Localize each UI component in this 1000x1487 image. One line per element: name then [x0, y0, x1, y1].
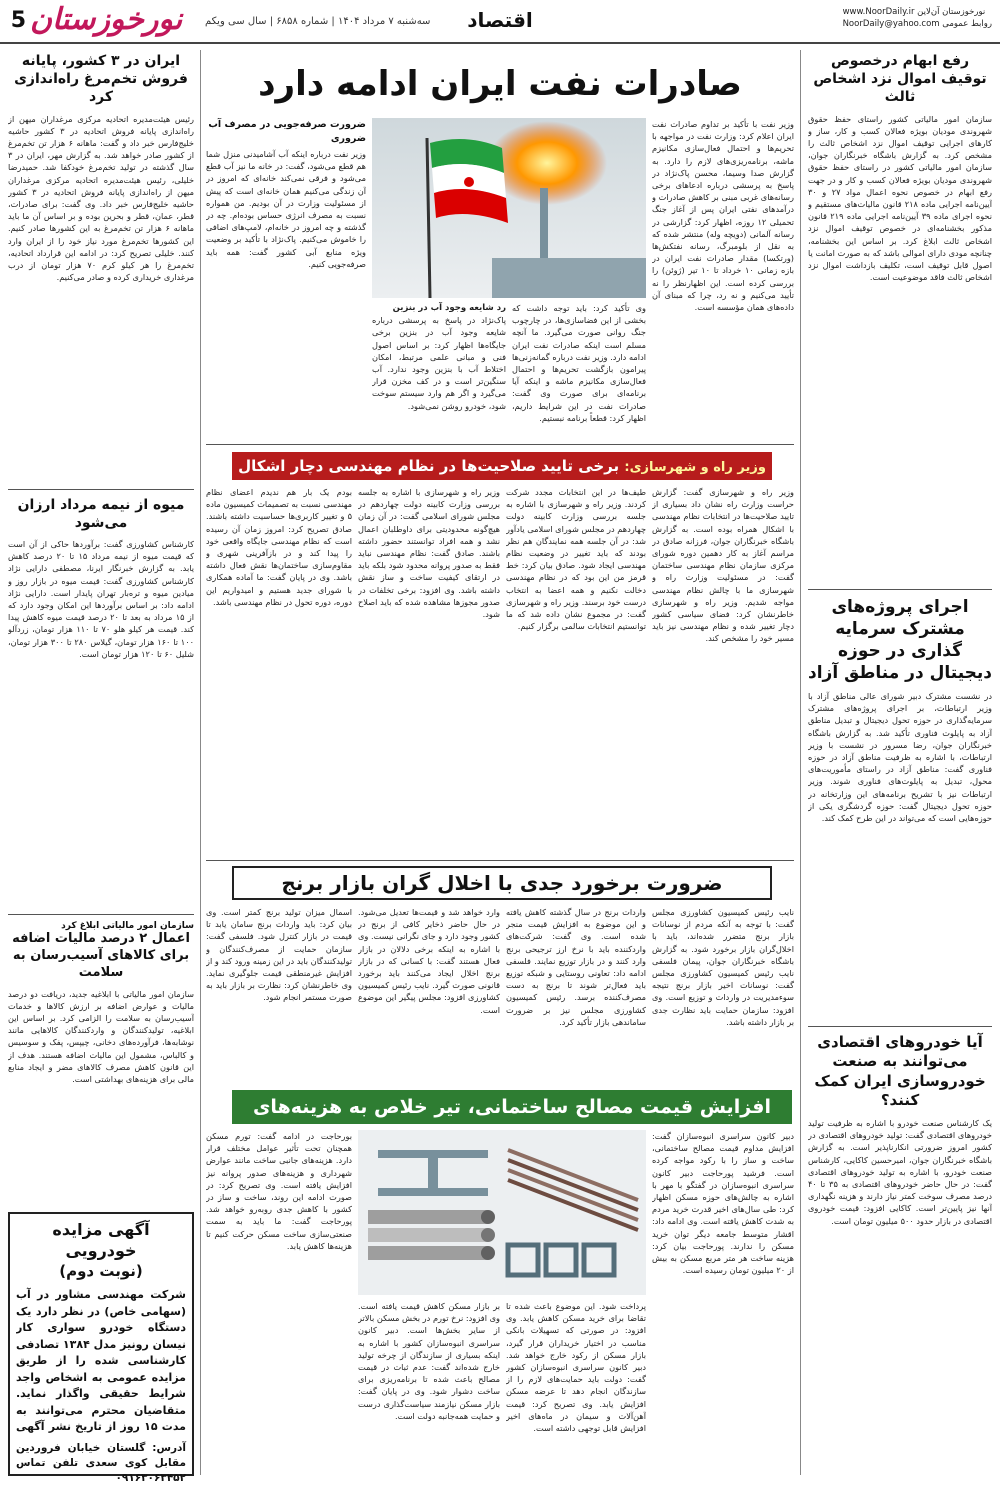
iran-flag: [430, 139, 508, 223]
rice-col-3: وارد خواهد شد و قیمت‌ها تعدیل می‌شود. در حال حاضر ذخایر کافی از برنج در کشور وجود دارد و جای نگرانی نیست. وی با اشاره به اینکه برخی دلالان در بازار فعال هستند گفت: با کسانی که در بازار برنج اخلال ایجاد می‌کنند باید برخورد قانونی صورت گیرد. نایب رئیس کمیسیون کشاورزی افزود: مجلس پیگیر این موضوع است.: [358, 907, 500, 1015]
divider: [206, 860, 794, 861]
column-divider-left: [200, 50, 201, 1475]
housing-col-4: بورحاجت در ادامه گفت: تورم مسکن همچنان تحت تأثیر عوامل مختلف قرار دارد. هزینه‌های جانبی ساخت مانند عوارض شهرداری و هزینه‌های صدور پروانه نیز افزایش یافته است. وی تصریح کرد: در صورت ادامه این روند، ساخت و ساز در کشور با کاهش جدی روبه‌رو خواهد شد. پورحاجت گفت: ما باید به سمت صنعتی‌سازی ساخت مسکن حرکت کنیم تا هزینه‌ها کاهش یابد.: [206, 1131, 352, 1251]
contact-line-2: NoorDaily@yahoo.com روابط عمومی: [842, 19, 992, 29]
divider: [8, 914, 194, 915]
main-story-col-1: وزیر نفت با تأکید بر تداوم صادرات نفت ایران اعلام کرد: وزارت نفت در مواجهه با تحریم‌ها و احتمال فعال‌سازی مکانیزم ماشه، برنامه‌ریزی‌های لازم را دارد. به گزارش صدا وسیما، محسن پاک‌نژاد در پاسخ به پرسشی درباره ادعاهای برخی رسانه‌های غربی مبنی بر کاهش صادرات و درآمدهای نفتی ایران پس از آغاز جنگ تحمیلی ۱۲ روزه، اظهار کرد: گزارشی در رسانه آلمانی (دویچه وله) منتشر شده که به نقل از بلومبرگ، رسانه نفتکش‌ها (ورتکسا) مقدار صادرات نفت ایران در بازه زمانی ۱۰ خرداد تا ۱۰ تیر (ژوئن) را بررسی کرده است. این اظهارنظر را نه تأیید می‌کنیم و نه رد، چرا که مبنای آن داده‌های همان مؤسسه است.: [652, 119, 794, 313]
story-body-digital-free-zones: در نشست مشترک دبیر شورای عالی مناطق آزاد با وزیر ارتباطات، بر اجرای پروژه‌های مشترک سرمایه‌گذاری در حوزه تحول دیجیتال و تبدیل مناطق آزاد به پایلوت فناوری تأکید شد. به گزارش باشگاه خبرنگاران جوان، رضا مسرور در نشست با وزیر ارتباطات، با اشاره به ظرفیت مناطق آزاد در حوزه فناوری گفت: مناطق آزاد در راستای مأموریت‌های محول، تبدیل به پایلوت‌های فناوری شوند. وزیر ارتباطات نیز با تشریح برنامه‌های این وزارتخانه در حوزه تحول دیجیتال گفت: حوزه گردشگری یکی از حوزه‌هایی است که می‌تواند در این طرح کمک کند.: [808, 690, 992, 823]
contact-line-1: www.NoorDaily.ir نورخوزستان آن‌لاین: [842, 7, 986, 17]
story-body-economy-cars: یک کارشناس صنعت خودرو با اشاره به ظرفیت تولید خودروهای اقتصادی گفت: تولید خودروهای اقتصادی در کشور امروز ضرورتی انکارناپذیر است. به گزارش باشگاه خبرنگاران جوان، امیرحسین کاکایی، کارشناس صنعت خودرو، با اشاره به تولید خودروهای اقتصادی گفت: در حال حاضر خودروهای اقتصادی به ۳۵ تا ۴۰ درصد مصرف سوخت کمتر نیاز دارند و هزینه نگهداری آنها نیز پایین‌تر است. کاکایی افزود: قیمت خودروی اقتصادی در بازار حدود ۵۰۰ میلیون تومان است.: [808, 1117, 992, 1226]
materials-photo-svg: [358, 1130, 646, 1295]
engineering-headline: برخی تایید صلاحیت‌ها در نظام مهندسی دچار اشکال بود: [238, 457, 620, 505]
contact-info: [843, 6, 992, 30]
story-title-health-tax: اعمال ۲ درصد مالیات اضافه برای کالاهای آسیب‌رسان به سلامت: [12, 930, 190, 980]
flag-photo-svg: [372, 118, 646, 298]
main-story-col-2-text: وی تأکید کرد: باید توجه داشت که بخشی از این فضاسازی‌ها، در چارچوب جنگ روانی صورت می‌گیرد. ما آنچه مسلم است اینکه صادرات نفت ایران ادامه دارد. وزیر نفت درباره گمانه‌زنی‌ها پیرامون بازگشت تحریم‌ها و احتمال فعال‌سازی مکانیزم ماشه و اینکه آیا برنامه‌ای برای صورت وی گفت: صادرات نفت در این شرایط داریم، اظهار کرد: قطعاً برنامه نبستیم.: [512, 303, 646, 423]
steel-pipes: [368, 1210, 495, 1260]
rice-headline: ضرورت برخورد جدی با اخلال گران بازار برنج: [232, 866, 772, 900]
section-title: اقتصاد: [467, 8, 533, 32]
ad-address: آدرس: گلستان خیابان فروردین مقابل کوی سعدی تلفن تماس ۰۹۱۶۳۰۶۳۴۵۲: [16, 1442, 186, 1485]
story-body-health-tax: سازمان امور مالیاتی با ابلاغیه جدید، دریافت دو درصد مالیات و عوارض اضافه بر ارزش کالاها و خدمات آسیب‌رسان به سلامت را الزامی کرد. بر اساس این ابلاغیه، تولیدکنندگان و واردکنندگان کالاهایی مانند نوشابه‌ها، فرآورده‌های دخانی، چیپس، پفک و سوسیس و کالباس، مشمول این مالیات اضافه هستند. هدف از این قانون کاهش مصرف کالاهای مضر و ایجاد منابع مالی برای هزینه‌های بهداشتی است.: [8, 988, 194, 1085]
left-column: [8, 52, 194, 1188]
main-headline: صادرات نفت ایران ادامه دارد: [258, 64, 742, 104]
engineering-col-3: وزیر راه و شهرسازی با اشاره به جلسه بررسی وزارت کابینه دولت چهاردهم در مجلس شورای اسلامی گفت: در آن زمان هیچ‌گونه محدودیتی برای داوطلبان اعمال نشد و همه افراد توانستند حضور داشته باشند. صادق گفت: نظام مهندسی نباید فقط به صدور پروانه محدود شود بلکه باید در ارتقای کیفیت ساخت و ساز نقش داشته باشد. وی افزود: برخی تخلفات در صدور مجوزها مشاهده شده که باید اصلاح شود.: [358, 487, 500, 620]
ad-subtitle: (نوبت دوم): [59, 1261, 143, 1280]
refinery-structure: [492, 258, 646, 298]
column-divider-right: [800, 50, 801, 1475]
engineering-col-2: طیف‌ها در این انتخابات مجدد شرکت کردند. وزیر راه و شهرسازی با اشاره به جلسه بررسی وزارت کابینه دولت چهاردهم در مجلس شورای اسلامی یادآور شد: در آن جلسه همه نمایندگان هم نظر بودند که باید تغییر در وضعیت نظام مهندسی ایجاد شود. صادق بیان کرد: خط قرمز من این بود که در نظام مهندسی دخالت نکنیم و همه اعضا به انتخاب درست خود برسند. وزیر راه و شهرسازی گفت: در مجموع نشان داده شد که ما توانستیم انتخابات سالمی برگزار کنیم.: [506, 487, 646, 632]
main-story-col-4: [206, 118, 366, 433]
housing-col-3: بر بازار مسکن کاهش قیمت یافته است. وی افزود: نرخ تورم در بخش مسکن بالاتر از سایر بخش‌ها است. دبیر کانون سراسری انبوه‌سازان کشور با اشاره به اینکه بسیاری از سازندگان از چرخه تولید خارج شده‌اند گفت: عدم ثبات در قیمت مصالح باعث شده تا برنامه‌ریزی برای ساخت دشوار شود. وی در پایان گفت: بازار مسکن نیازمند سیاست‌گذاری درست و حمایت همه‌جانبه دولت است.: [358, 1301, 500, 1421]
flag-gas-flare-photo: [372, 118, 646, 298]
divider: [206, 444, 794, 445]
main-story-col-4-text: وزیر نفت درباره اینکه آب آشامیدنی منزل شما هم قطع می‌شود، گفت: در خانه ما نیز آب قطع می‌شود و فرقی نمی‌کند خانه‌ای که امروز در آن زندگی می‌کنیم همان خانه‌ای است که پیش از مسئولیت وزارت در آن بودیم. من همواره نسبت به مصرف انرژی حساس بوده‌ام. چه در گذشته و چه امروز در خانه‌ام، لامپ‌های اضافی را خاموش می‌کنیم. پاک‌نژاد با تأکید بر وضعیت ویژه منابع آبی کشور گفت: همه باید صرفه‌جویی کنیم.: [206, 149, 366, 269]
right-column: [808, 52, 992, 1487]
story-title-fruit-prices: میوه از نیمه مرداد ارزان می‌شود: [17, 496, 185, 531]
masthead-logo: نورخوزستان: [30, 2, 183, 37]
engineering-kicker: وزیر راه و شهرسازی:: [624, 460, 766, 475]
main-story-col-2: [512, 302, 646, 438]
divider: [8, 489, 194, 490]
main-story-subhead-water: رد شایعه وجود آب در بنزین: [392, 303, 506, 313]
story-title-seizure: رفع ابهام درخصوص توقیف اموال نزد اشخاص ثالث: [813, 53, 987, 106]
rice-col-2: واردات برنج در سال گذشته کاهش یافته و این موضوع به افزایش قیمت منجر شده است. وی گفت: شرکت‌های واردکننده باید با نرخ ارز ترجیحی برنج وارد کنند و در بازار توزیع نمایند. فلسفی ادامه داد: تعاونی روستایی و شبکه توزیع باید فعال‌تر شوند تا برنج به دست مصرف‌کننده برسد. رئیس کمیسیون کشاورزی مجلس نیز بر ضرورت ساماندهی بازار تأکید کرد.: [506, 907, 646, 1027]
housing-headline-banner: [232, 1090, 792, 1124]
main-story-col-3: [372, 302, 506, 438]
ad-title: آگهی مزایده خودرویی: [52, 1220, 150, 1260]
divider: [808, 589, 992, 590]
story-kicker-tax: سازمان امور مالیاتی ابلاغ کرد: [61, 920, 194, 931]
story-title-egg-export: ایران در ۳ کشور، پایانه فروش تخم‌مرغ راه‌اندازی کرد: [14, 53, 188, 106]
engineering-headline-banner: [232, 452, 772, 505]
rice-col-4: اسمال میزان تولید برنج کمتر است. وی بیان کرد: باید واردات برنج سامان یابد تا قیمت در بازار کنترل شود. فلسفی گفت: سازمان حمایت از مصرف‌کنندگان و تولیدکنندگان باید در این زمینه ورود کند و از افزایش غیرمنطقی قیمت جلوگیری نماید. وی خاطرنشان کرد: نظارت بر بازار باید به صورت مستمر انجام شود.: [206, 907, 352, 1003]
main-story-col-3-text: پاک‌نژاد در پاسخ به پرسشی درباره شایعه وجود آب در بنزین برخی جایگاه‌ها اظهار کرد: بر اساس اصول فنی و مبانی علمی مرتبط، امکان اختلاط آب با بنزین وجود ندارد. آب سنگین‌تر است و در کف مخزن قرار می‌گیرد و اگر هم وارد سیستم سوخت شود، خودرو روشن نمی‌شود.: [372, 315, 506, 411]
story-body-egg-export: رئیس هیئت‌مدیره اتحادیه مرکزی مرغداران میهن از راه‌اندازی پایانه فروش اتحادیه در ۳ کشور حاشیه خلیج‌فارس خبر داد و گفت: ماهانه ۶ هزار تن تخم‌مرغ از کشور صادر خواهد شد. به گزارش مهر، ایران در ۳ سال گذشته در تولید تخم‌مرغ خودکفا شد. حمیدرضا خلیلی، رئیس هیئت‌مدیره اتحادیه مرکزی مرغداران میهن از راه‌اندازی پایانه فروش اتحادیه در ۳ کشور حاشیه خلیج‌فارس خبر داد. وی گفت: برای صادرات، قطر، عمان، قطر و بحرین بوده و بر اساس آن ما باید ماهانه ۶ هزار تن تخم‌مرغ به این کشورها صادر کنیم. این کشورها تخم‌مرغ مورد نیاز خود را از ایران وارد کنند. خلیلی تصریح کرد: در ادامه این قرارداد اتحادیه، تخم‌مرغ را هر کیلو کرم ۷۰ هزار تومان از درب مرغداری خریداری کرده و صادر می‌کنیم.: [8, 113, 194, 283]
story-body-fruit-prices: کارشناس کشاورزی گفت: برآوردها حاکی از آن است که قیمت میوه از نیمه مرداد ۱۵ تا ۲۰ درصد کاهش یابد. به گزارش خبرنگار ایرنا، مصطفی دارایی نژاد کارشناس کشاورزی گفت: قیمت میوه در بازار روز و میادین میوه و تره‌بار تهران پایدار است. دارایی نژاد ادامه داد: بر اساس برآوردها این امکان وجود دارد که از ۱۵ مرداد به بعد تا ۲۰ درصد قیمت میوه کاهش پیدا کند. قیمت هر کیلو هلو ۷۰ تا ۱۱۰ هزار تومان، زردآلو ۱۰۰ تا ۱۶۰ هزار تومان، گیلاس ۲۸۰ تا ۳۰۰ هزار تومان، شلیل ۶۰ تا ۱۲۰ هزار تومان است.: [8, 538, 194, 659]
page-number: 5: [10, 8, 26, 33]
auction-advertisement: [8, 1212, 194, 1485]
story-body-seizure: سازمان امور مالیاتی کشور راستای حفظ حقوق شهروندی مودیان بویژه فعالان کسب و کار، ساز و کارهای اجرایی توقیف اموال نزد اشخاص ثالث را مشخص کرد. به گزارش باشگاه خبرنگاران جوان، سازمان امور مالیاتی کشور در راستای حفظ حقوق شهروندی مودیان بویژه فعالان کسب و کار و در جهت رفع ابهام در خصوص نحوه اعمال مواد ۲۷ و ۳۰ آیین‌نامه اجرایی ماده ۲۱۸ قانون مالیات‌های مستقیم و نحوه اجرای ماده ۳۹ آیین‌نامه اجرایی ماده ۲۱۹ قانون مذکور بخشنامه‌ای در خصوص توقیف اموال نزد اشخاص ثالث ابلاغ کرد. بر اساس این بخشنامه، چنانچه مودی دارای اموالی باشد که به صورت امانت یا اصول قابل توقیف است، تکلیف بازداشت اموال نزد اشخاص ثالث فاقد موضوعیت است.: [808, 113, 992, 283]
housing-col-2: پرداخت شود. این موضوع باعث شده تا تقاضا برای خرید مسکن کاهش یابد. وی افزود: در صورتی که تسهیلات بانکی مناسب در اختیار خریداران قرار گیرد، بازار مسکن از رکود خارج خواهد شد. دبیر کانون سراسری انبوه‌سازان کشور گفت: دولت باید حمایت‌های لازم را از سازندگان انجام دهد تا عرضه مسکن افزایش یابد. وی تصریح کرد: قیمت آهن‌آلات و سیمان در ماه‌های اخیر افزایش قابل توجهی داشته است.: [506, 1301, 646, 1434]
divider: [808, 1026, 992, 1027]
story-title-economy-cars: آیا خودروهای اقتصادی می‌توانند به صنعت خودروسازی ایران کمک کنند؟: [814, 1032, 986, 1110]
housing-col-1: دبیر کانون سراسری انبوه‌سازان گفت: افزایش مداوم قیمت مصالح ساختمانی، ساخت و ساز را با رکود مواجه کرده است. فرشید پورحاجت دبیر کانون سراسری انبوه‌سازان در گفتگو با مهر با اشاره به چالش‌های حوزه مسکن اظهار کرد: طی سال‌های اخیر قدرت خرید مردم به شدت کاهش یافته است. وی ادامه داد: اقشار متوسط جامعه دیگر توان خرید مسکن را ندارند. پورحاجت بیان کرد: هزینه ساخت هر متر مربع مسکن به بیش از ۲۰ میلیون تومان رسیده است.: [652, 1131, 794, 1276]
rice-col-1: نایب رئیس کمیسیون کشاورزی مجلس گفت: با توجه به آنکه مردم از نوسانات بازار برنج متضرر شده‌اند، باید با اخلال‌گران بازار برخورد شود. به گزارش باشگاه خبرنگاران جوان، پیمان فلسفی نایب رئیس کمیسیون کشاورزی مجلس گفت: نوسانات اخیر بازار برنج نتیجه سوءمدیریت در واردات و توزیع است. وی افزود: سازمان حمایت باید نظارت جدی بر بازار داشته باشد.: [652, 907, 794, 1027]
story-title-digital-free-zones: اجرای پروژه‌های مشترک سرمایه گذاری در حوزه دیجیتال در مناطق آزاد: [808, 596, 992, 683]
main-story-subhead: ضرورت صرفه‌جویی در مصرف آب ضروری: [208, 119, 366, 144]
housing-headline: افزایش قیمت مصالح ساختمانی، تیر خلاص به هزینه‌های: [253, 1096, 771, 1118]
building-materials-photo: [358, 1130, 646, 1295]
ad-body: شرکت مهندسی مشاور در آب (سهامی خاص) در نظر دارد یک دستگاه خودرو سواری کار نیسان رونیز مدل ۱۳۸۴ تصادفی کارشناسی شده را از طریق مزایده عمومی به اشخاص واجد شرایط حقیقی واگذار نماید. متقاضیان محترم می‌توانند به مدت ۱۵ روز از تاریخ نشر آگهی: [16, 1288, 186, 1434]
engineering-col-4: بودم یک بار هم ندیدم اعضای نظام مهندسی نسبت به تصمیمات کمیسیون ماده ۵ و تغییر کاربری‌ها حساسیت داشته باشند. صادق تصریح کرد: امروز زمان آن رسیده است که نظام مهندسی جایگاه واقعی خود را پیدا کند و در بازآفرینی شهری و مقاوم‌سازی ساختمان‌ها نقش فعال داشته باشد. وی در پایان گفت: ما آماده همکاری با شورای جدید هستیم و امیدواریم این دوره، دوره تحول در نظام مهندسی باشد.: [206, 487, 352, 607]
issue-dateline: سه‌شنبه ۷ مرداد ۱۴۰۴ | شماره ۶۸۵۸ | سال سی ویکم: [205, 16, 431, 27]
engineering-col-1: وزیر راه و شهرسازی گفت: گزارش حراست وزارت راه نشان داد بسیاری از تایید صلاحیت‌ها در انتخابات نظام مهندسی با اشکال همراه بوده است. به گزارش باشگاه خبرنگاران جوان، فرزانه صادق در مراسم آغاز به کار دهمین دوره شورای مرکزی سازمان نظام مهندسی ساختمان گفت: در مسئولیت وزارت راه و شهرسازی ما با چالش نظام مهندسی مواجه شدیم. وزیر راه و شهرسازی خاطرنشان کرد: فضای سیاسی کشور دچار تغییر شده و نظام مهندسی نیز باید مسیر خود را مشخص کند.: [652, 487, 794, 644]
